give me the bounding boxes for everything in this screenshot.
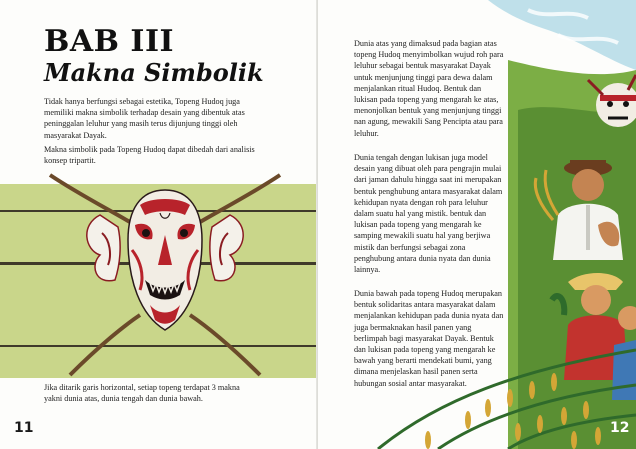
intro-paragraph: Tidak hanya berfungsi sebagai estetika, Topeng Hudoq juga memiliki makna simbolik terhadap desain yang dibentuk atas peninggalan leluhur yang masih terus dijunjung tinggi oleh masyarakat Dayak. <box>44 97 245 140</box>
tripartite-paragraph: Makna simbolik pada Topeng Hudoq dapat dibedah dari analisis konsep tripartit. <box>44 145 255 166</box>
page-number-left: 11 <box>14 420 34 436</box>
chapter-title: Makna Simbolik <box>44 58 264 87</box>
caption-paragraph: Jika ditarik garis horizontal, setiap topeng terdapat 3 makna yakni dunia atas, dunia tengah dan dunia bawah. <box>44 383 240 404</box>
lower-world-paragraph: Dunia bawah pada topeng Hudoq merupakan bentuk solidaritas antara masyarakat dalam menjalankan kehidupan pada dunia nyata dan juga bermaknakan hasil panen yang berlimpah bagi masyarakat Dayak. Bentuk dan lukisan pada topeng yang mengarah ke bawah yang berarti mendekati bumi, yang dimana menjelaskan hasil panen serta hubungan sosial antar masyarakat. <box>354 289 504 388</box>
hudoq-mask-illustration <box>40 155 290 385</box>
page-number-right: 12 <box>610 420 630 436</box>
upper-world-paragraph: Dunia atas yang dimaksud pada bagian atas topeng Hudoq menyimbolkan wujud roh para leluhur sebagai bentuk masyarakat Dayak untuk menjunjung tinggi para dewa dalam menjalankan ritual Hudoq. Bentuk dan lukisan pada topeng yang mengarah ke atas, menonjolkan bentuk yang menjunjung tinggi nan agung, mewakili Sang Pencipta atau para leluhur. <box>354 39 504 138</box>
chapter-label: BAB III <box>44 24 175 59</box>
village-harvest-illustration <box>318 0 636 449</box>
right-page <box>318 0 636 449</box>
middle-world-paragraph: Dunia tengah dengan lukisan juga model desain yang dibuat oleh para pengrajin mulai dari jaman dahulu hingga saat ini merupakan bentuk penghubung antara masyarakat dalam kehidupan nyata dengan roh para leluhur dalam suatu hal yang mistik. bentuk dan lukisan pada topeng yang mengarah ke samping mewakili suatu hal yang berjiwa mistik dan berfungsi sebagai zona penghubung antara dunia nyata dan dunia lainnya. <box>354 153 503 275</box>
